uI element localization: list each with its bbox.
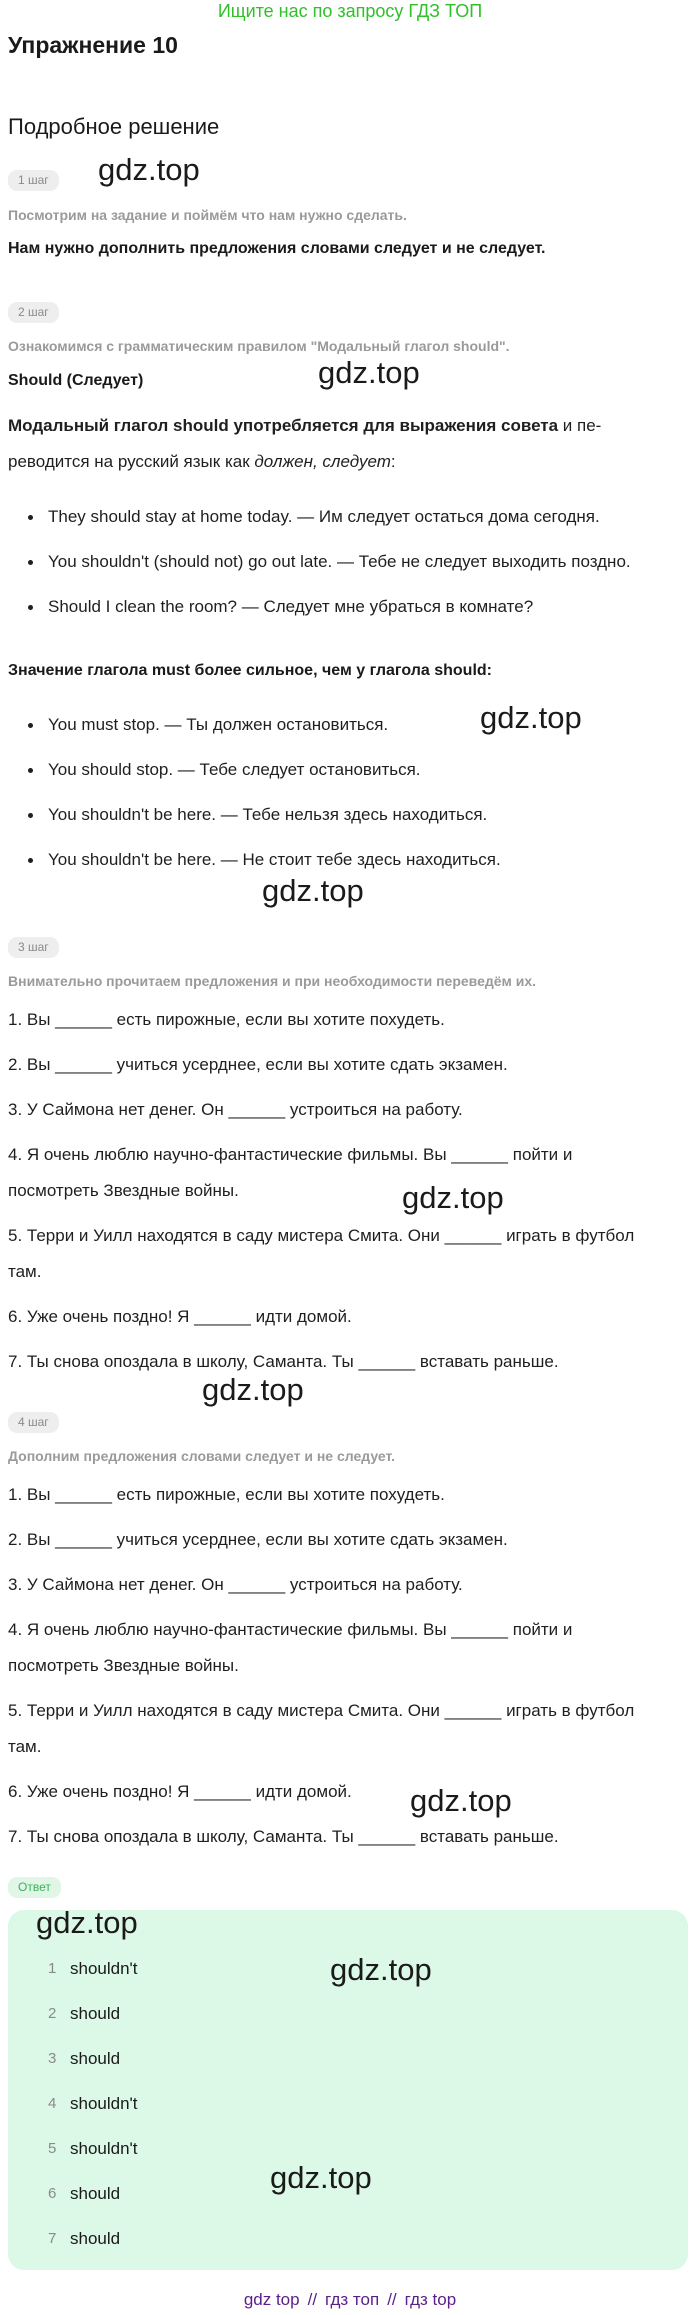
rule-heading: Should (Следует) [8,372,144,389]
top-banner[interactable]: Ищите нас по запросу ГДЗ ТОП [217,1,483,21]
watermark: gdz.top [318,355,420,390]
rule-end: : [390,452,396,471]
answer-box: 1 shouldn't 2 should 3 should 4 shouldn't 5 shouldn't 6 should 7 should [8,1910,688,2270]
sentence: 2. Вы ______ учиться усерднее, если вы хотите сдать экзамен. [8,1055,508,1074]
answer-badge [8,1877,61,1898]
step-1-hint: Посмотрим на задание и поймём что нам нужно сделать. [8,207,407,223]
rule-rest: и пе- [558,416,602,435]
sentence: 4. Я очень люблю научно-фантастические фильмы. Вы ______ пойти и [8,1145,573,1164]
list-item: You should stop. — Тебе следует остановиться. [48,760,421,780]
list-item: They should stay at home today. — Им следует остаться дома сегодня. [48,507,600,527]
bullet-icon [28,723,33,728]
step-4-hint: Дополним предложения словами следует и не следует. [8,1448,396,1464]
footer-separator: // [307,2290,318,2309]
bullet-icon [28,813,33,818]
step-4-badge [8,1412,59,1433]
page-title: Упражнение 10 [8,32,178,58]
watermark: gdz.top [330,1952,432,1987]
watermark: gdz.top [36,1905,138,1940]
bullet-icon [28,858,33,863]
watermark: gdz.top [202,1372,304,1407]
sentence: посмотреть Звездные войны. [8,1181,239,1200]
sentence: 5. Терри и Уилл находятся в саду мистера Смита. Они ______ играть в футбол [8,1701,635,1720]
step-label: 2 шаг [8,302,59,323]
footer-link[interactable]: gdz top [243,2290,300,2309]
step-2-badge [8,302,59,323]
footer-separator: // [387,2290,397,2309]
watermark: gdz.top [98,152,200,187]
list-item: You shouldn't be here. — Не стоит тебе здесь находиться. [48,850,501,870]
sentence: 6. Уже очень поздно! Я ______ идти домой. [8,1307,352,1326]
sentence: 3. У Саймона нет денег. Он ______ устроиться на работу. [8,1575,463,1594]
sentence: 7. Ты снова опоздала в школу, Саманта. Ты ______ вставать раньше. [8,1352,559,1371]
watermark: gdz.top [410,1783,512,1818]
bullet-icon [28,515,33,520]
watermark: gdz.top [270,2160,372,2195]
sentence: 2. Вы ______ учиться усерднее, если вы хотите сдать экзамен. [8,1530,508,1549]
sentence: там. [8,1262,42,1281]
sentence: посмотреть Звездные войны. [8,1656,239,1675]
list-item: Should I clean the room? — Следует мне убраться в комнате? [48,597,533,617]
sentence: там. [8,1737,42,1756]
rule-paragraph-line2 [8,450,688,474]
step-label: 3 шаг [8,937,59,958]
rule-italic: должен, следует [254,452,391,471]
sentence: 4. Я очень люблю научно-фантастические фильмы. Вы ______ пойти и [8,1620,573,1639]
list-item: You must stop. — Ты должен остановиться. [48,715,388,735]
step-3-hint: Внимательно прочитаем предложения и при необходимости переведём их. [8,973,537,989]
rule-line2: реводится на русский язык как [8,452,255,471]
rule-bold: Модальный глагол should употребляется для выражения совета [8,416,559,435]
sentence: 5. Терри и Уилл находятся в саду мистера Смита. Они ______ играть в футбол [8,1226,635,1245]
list-item: You shouldn't be here. — Тебе нельзя здесь находиться. [48,805,487,825]
sentence: 1. Вы ______ есть пирожные, если вы хотите похудеть. [8,1485,445,1504]
watermark: gdz.top [262,873,364,908]
sentence: 6. Уже очень поздно! Я ______ идти домой. [8,1782,352,1801]
watermark: gdz.top [402,1180,504,1215]
sentence: 7. Ты снова опоздала в школу, Саманта. Ты ______ вставать раньше. [8,1827,559,1846]
must-heading: Значение глагола must более сильное, чем у глагола should: [8,662,492,679]
rule-paragraph [8,414,688,438]
answer-label: Ответ [8,1877,61,1898]
step-1-text: Нам нужно дополнить предложения словами следует и не следует. [8,240,546,257]
bullet-icon [28,768,33,773]
watermark: gdz.top [480,700,582,735]
bullet-icon [28,560,33,565]
footer-link[interactable]: гдз топ [325,2290,380,2309]
bullet-icon [28,605,33,610]
step-label: 4 шаг [8,1412,59,1433]
section-title: Подробное решение [8,114,220,139]
footer-link[interactable]: гдз top [404,2290,457,2309]
list-item: You shouldn't (should not) go out late. — Тебе не следует выходить поздно. [48,552,631,572]
sentence: 3. У Саймона нет денег. Он ______ устроиться на работу. [8,1100,463,1119]
sentence: 1. Вы ______ есть пирожные, если вы хотите похудеть. [8,1010,445,1029]
step-2-hint: Ознакомимся с грамматическим правилом "Модальный глагол should". [8,338,510,354]
step-3-badge [8,937,59,958]
footer [0,2290,700,2310]
step-label: 1 шаг [8,170,59,191]
step-1-badge [8,170,59,191]
